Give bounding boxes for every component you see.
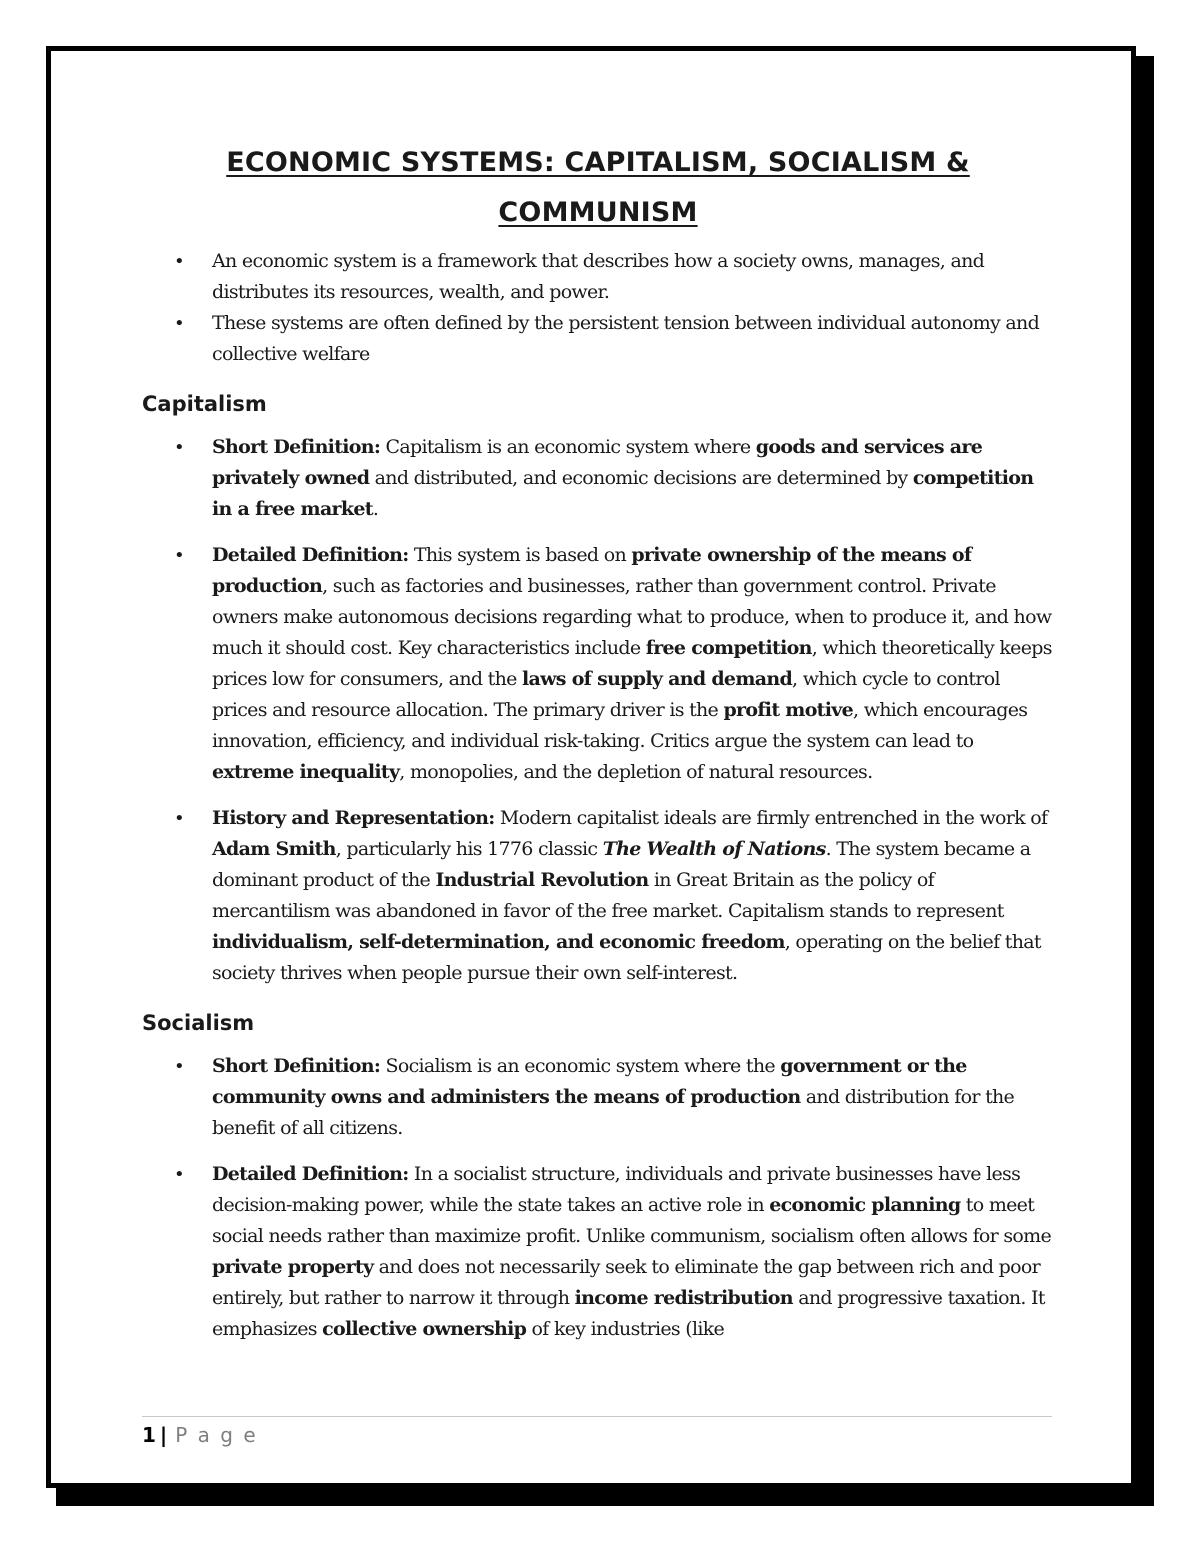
bullet-icon: • — [174, 1164, 184, 1185]
intro-list — [142, 246, 1054, 370]
page-number-footer — [142, 1423, 1052, 1447]
document-title — [142, 138, 1054, 238]
bullet-icon: • — [174, 808, 184, 829]
bullet-icon: • — [174, 437, 184, 458]
capitalism-heading: Capitalism — [142, 392, 267, 416]
page-footer — [142, 1416, 1052, 1447]
socialism-short-definition: • Short Definition: Socialism is an economic system where the government or the community owns and administers the means of production and distribution for the benefit of all citizens. — [142, 1051, 1054, 1144]
capitalism-list — [142, 432, 1054, 989]
intro-item: • An economic system is a framework that describes how a society owns, manages, and distributes its resources, wealth, and power. — [142, 246, 1054, 308]
bullet-icon: • — [174, 1056, 184, 1077]
document-body — [142, 138, 1054, 1360]
title-line-2: COMMUNISM — [498, 197, 698, 228]
intro-item: • These systems are often defined by the persistent tension between individual autonomy and collective welfare — [142, 308, 1054, 370]
capitalism-detailed-definition: • Detailed Definition: This system is based on private ownership of the means of production, such as factories and businesses, rather than government control. Private owners make autonomous decisions regarding what to produce, when to produce it, and how much it should cost. Key characteristics include free competition, which theoretically keeps prices low for consumers, and the laws of supply and demand, which cycle to control prices and resource allocation. The primary driver is the profit motive, which encourages innovation, efficiency, and individual risk-taking. Critics argue the system can lead to extreme inequality, monopolies, and the depletion of natural resources. — [142, 540, 1054, 788]
capitalism-short-definition: • Short Definition: Capitalism is an economic system where goods and services are privately owned and distributed, and economic decisions are determined by competition in a free market. — [142, 432, 1054, 525]
title-line-1: ECONOMIC SYSTEMS: CAPITALISM, SOCIALISM & — [226, 147, 970, 178]
page-number: 1 — [142, 1423, 158, 1447]
bullet-icon: • — [174, 313, 184, 334]
bullet-icon: • — [174, 251, 184, 272]
socialism-detailed-definition: • Detailed Definition: In a socialist structure, individuals and private businesses have less decision-making power, while the state takes an active role in economic planning to meet social needs rather than maximize profit. Unlike communism, socialism often allows for some private property and does not necessarily seek to eliminate the gap between rich and poor entirely, but rather to narrow it through income redistribution and progressive taxation. It emphasizes collective ownership of key industries (like — [142, 1159, 1054, 1345]
bullet-icon: • — [174, 545, 184, 566]
socialism-heading: Socialism — [142, 1011, 255, 1035]
socialism-list — [142, 1051, 1054, 1345]
page-label: P a g e — [175, 1423, 258, 1447]
capitalism-history: • History and Representation: Modern capitalist ideals are firmly entrenched in the work of Adam Smith, particularly his 1776 classic The Wealth of Nations. The system became a dominant product of the Industrial Revolution in Great Britain as the policy of mercantilism was abandoned in favor of the free market. Capitalism stands to represent individualism, self-determination, and economic freedom, operating on the belief that society thrives when people pursue their own self-interest. — [142, 803, 1054, 989]
footer-separator: | — [159, 1423, 170, 1447]
